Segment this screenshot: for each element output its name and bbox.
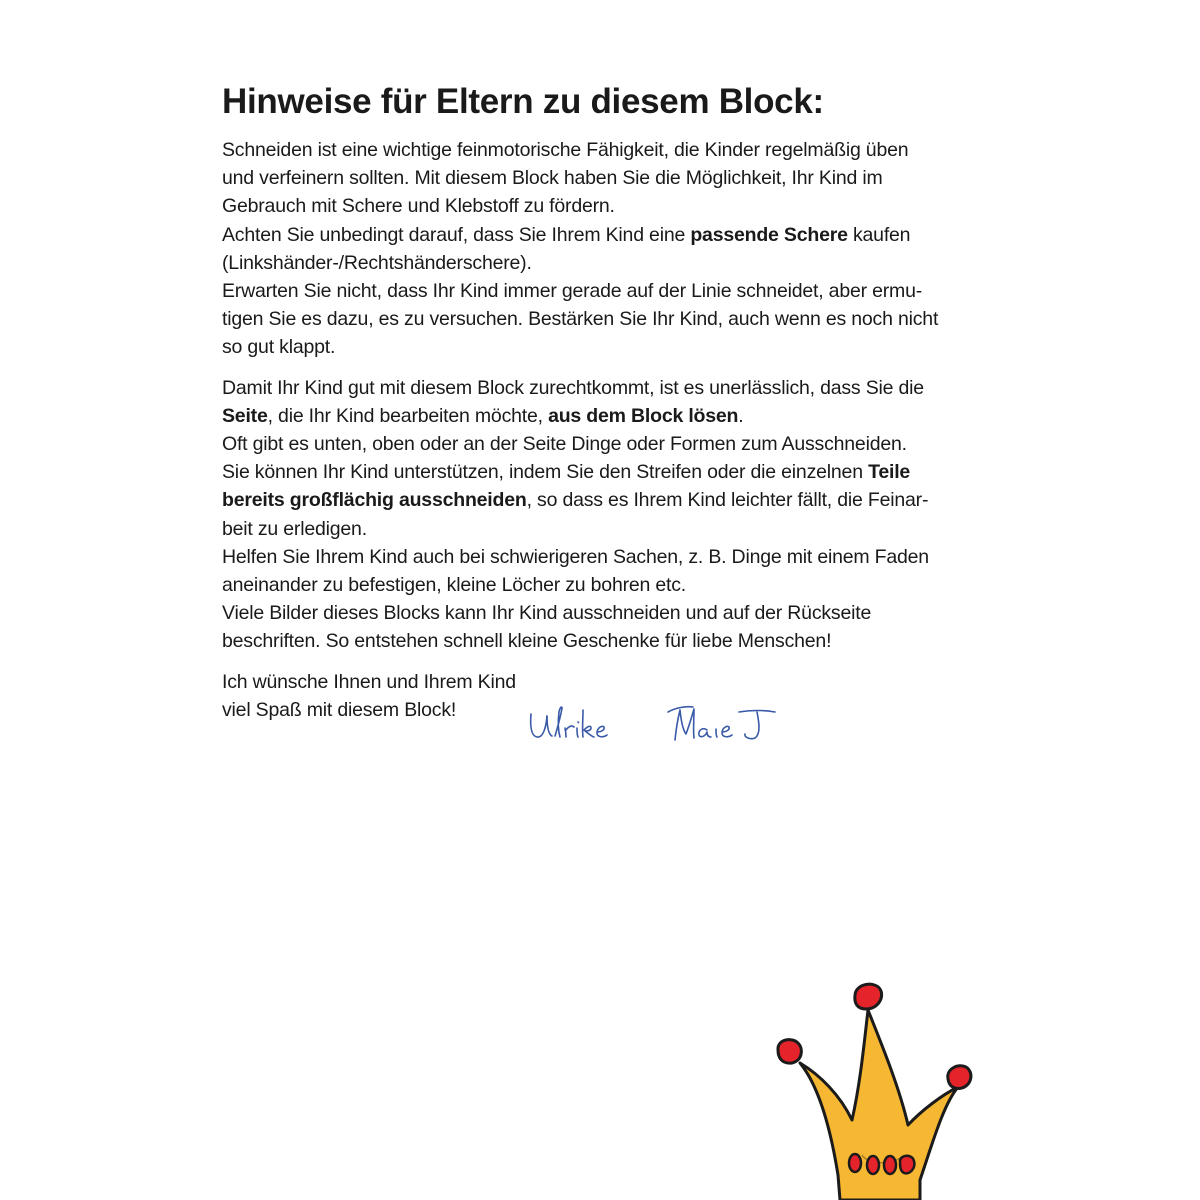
text-run: Viele Bilder dieses Blocks kann Ihr Kind ausschneiden und auf der Rückseite (222, 602, 872, 625)
crown-tip-left (778, 1040, 801, 1063)
text-line (222, 374, 992, 402)
text-line (222, 515, 992, 543)
bold-text: Teile (868, 461, 911, 484)
bold-text: aus dem Block lösen (548, 404, 739, 427)
text-run: kaufen (847, 223, 911, 246)
text-line (222, 599, 992, 627)
text-line (222, 136, 992, 164)
text-run: viel Spaß mit diesem Block! (222, 698, 457, 721)
text-line (222, 277, 992, 305)
text-run: , die Ihr Kind bearbeiten möchte, (267, 404, 549, 427)
text-run: so gut klappt. (222, 336, 336, 359)
text-line (222, 305, 992, 333)
bold-text: Seite (222, 404, 268, 427)
text-run: Schneiden ist eine wichtige feinmotorische Fähigkeit, die Kinder regelmäßig üben (222, 139, 909, 161)
crown-gem (884, 1156, 896, 1174)
crown-gem (849, 1154, 861, 1172)
text-line (222, 221, 992, 249)
text-run: , so dass es Ihrem Kind leichter fällt, die Feinar- (526, 489, 929, 512)
text-run: Sie können Ihr Kind unterstützen, indem Sie den Streifen oder die einzelnen (222, 461, 869, 484)
text-line (222, 627, 992, 655)
text-run: Achten Sie unbedingt darauf, dass Sie Ihrem Kind eine (222, 223, 691, 246)
content-block (222, 80, 992, 724)
text-line (222, 402, 992, 430)
text-line (222, 192, 992, 220)
text-run: Oft gibt es unten, oben oder an der Seite Dinge oder Formen zum Ausschneiden. (222, 433, 907, 456)
page-title: Hinweise für Eltern zu diesem Block: (222, 82, 824, 121)
crown-gem (867, 1156, 879, 1174)
text-run: tigen Sie es dazu, es zu versuchen. Bestärken Sie Ihr Kind, auch wenn es noch nicht (222, 308, 939, 331)
text-run: beit zu erledigen. (222, 517, 367, 540)
text-run: (Linkshänder-/Rechtshänderschere). (222, 251, 532, 274)
crown-tip-right (948, 1066, 971, 1089)
jester-crown-illustration (760, 975, 990, 1200)
body-text (222, 136, 992, 724)
text-line (222, 333, 992, 361)
text-run: aneinander zu befestigen, kleine Löcher zu bohren etc. (222, 574, 687, 597)
text-line (222, 571, 992, 599)
text-run: . (738, 404, 744, 427)
text-run: Erwarten Sie nicht, dass Ihr Kind immer gerade auf der Linie schneidet, aber ermu- (222, 280, 923, 303)
text-line (222, 249, 992, 277)
text-line (222, 486, 992, 514)
text-line (222, 164, 992, 192)
text-run: und verfeinern sollten. Mit diesem Block haben Sie die Möglichkeit, Ihr Kind im (222, 167, 883, 190)
crown-body (800, 1010, 958, 1200)
paragraph (222, 374, 992, 656)
text-line (222, 430, 992, 458)
signature-image (525, 700, 825, 760)
text-line (222, 458, 992, 486)
bold-text: passende Schere (690, 223, 848, 246)
bold-text: bereits großflächig ausschneiden (222, 489, 527, 512)
text-run: beschriften. So entstehen schnell kleine Geschenke für liebe Menschen! (222, 630, 832, 653)
text-line (222, 668, 992, 696)
text-run: Helfen Sie Ihrem Kind auch bei schwierigeren Sachen, z. B. Dinge mit einem Faden (222, 545, 929, 568)
text-run: Ich wünsche Ihnen und Ihrem Kind (222, 670, 516, 693)
paragraph (222, 136, 992, 362)
text-line (222, 543, 992, 571)
text-run: Damit Ihr Kind gut mit diesem Block zurechtkommt, ist es unerlässlich, dass Sie die (222, 376, 924, 399)
crown-tip-top (855, 984, 882, 1009)
text-run: Gebrauch mit Schere und Klebstoff zu fördern. (222, 195, 615, 218)
